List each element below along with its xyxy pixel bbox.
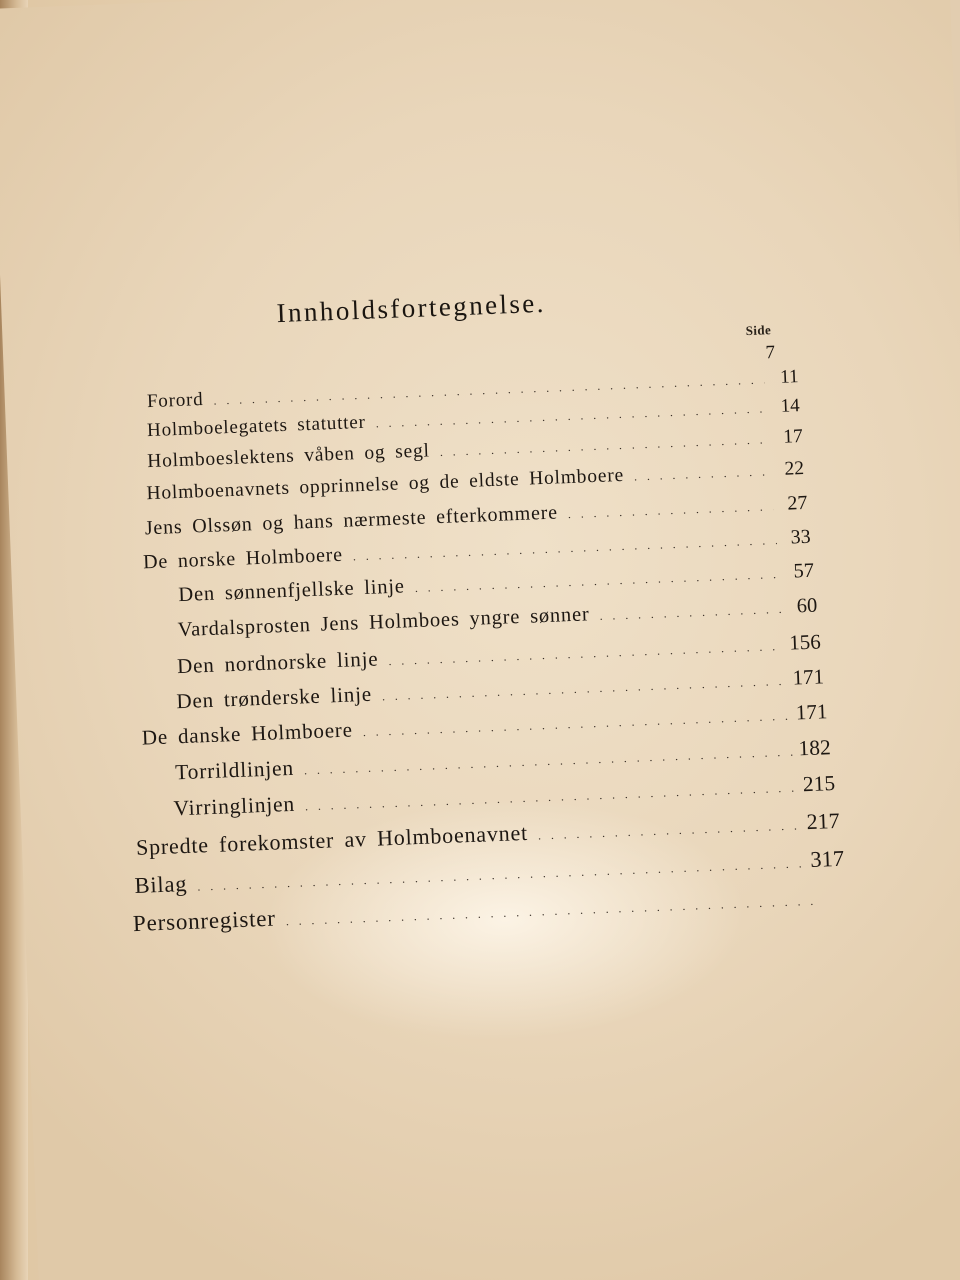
toc-entry-title: Personregister: [132, 905, 277, 937]
page-column-label: Side: [745, 322, 772, 339]
dot-leader: [353, 533, 777, 564]
dot-leader: [286, 894, 815, 929]
toc-entry-title: Vardalsprosten Jens Holmboes yngre sønner: [177, 603, 590, 642]
toc-entry-title: De norske Holmboere: [142, 543, 344, 574]
toc-entry-title: Virringlinjen: [173, 791, 296, 821]
toc-entry-page: 182: [798, 735, 832, 761]
dot-leader: [363, 709, 791, 740]
toc-entry-page: 33: [790, 525, 812, 549]
dot-leader: [634, 464, 771, 484]
toc-entry-page: 14: [780, 395, 801, 417]
toc-entry-page: 171: [792, 664, 825, 690]
dot-leader: [568, 499, 774, 522]
toc-entry-title: Den sønnenfjellske linje: [178, 575, 406, 607]
page-title: Innholdsfortegnelse.: [276, 287, 547, 329]
toc-entry-page: 215: [802, 771, 836, 797]
toc-entry-page: 217: [806, 807, 841, 835]
toc-entry-page: 156: [788, 629, 822, 655]
toc-entry-title: Jens Olssøn og hans nærmeste efterkommere: [144, 501, 559, 540]
toc-entry-page: 317: [809, 845, 845, 873]
toc-entry-page: [821, 904, 849, 905]
dot-leader: [382, 674, 787, 705]
toc-entry-page: 22: [784, 457, 805, 480]
toc-entry-title: Spredte forekomster av Holmboenavnet: [135, 819, 529, 860]
toc-entry-title: Holmboeslektens våben og segl: [146, 440, 431, 473]
toc-entry-title: Holmboelegatets statutter: [146, 411, 367, 442]
dot-leader: [599, 602, 783, 624]
first-page-number: 7: [765, 342, 776, 364]
toc-entry-title: Den nordnorske linje: [176, 646, 379, 679]
toc-entry-title: Torrildlinjen: [174, 755, 295, 785]
toc-entry-title: Holmboenavnets opprinnelse og de eldste Holmboere: [146, 464, 625, 505]
toc-entry-page: 17: [782, 426, 804, 448]
toc-entry-page: 60: [796, 594, 818, 618]
toc-entry-title: De danske Holmboere: [141, 717, 354, 750]
dot-leader: [538, 818, 801, 843]
dot-leader: [375, 401, 766, 431]
dot-leader: [440, 432, 770, 460]
dot-leader: [304, 745, 793, 779]
dot-leader: [415, 567, 781, 596]
dot-leader: [305, 780, 798, 814]
toc-entry-title: Bilag: [134, 870, 188, 898]
toc-entry-page: 11: [779, 366, 799, 388]
toc-entry-page: 171: [795, 699, 828, 725]
toc-entry-title: Den trønderske linje: [176, 681, 373, 714]
toc-entry-page: 27: [786, 491, 808, 515]
dot-leader: [388, 639, 783, 669]
toc-entry-title: Forord: [146, 388, 204, 413]
toc-entry-page: 57: [793, 559, 815, 583]
